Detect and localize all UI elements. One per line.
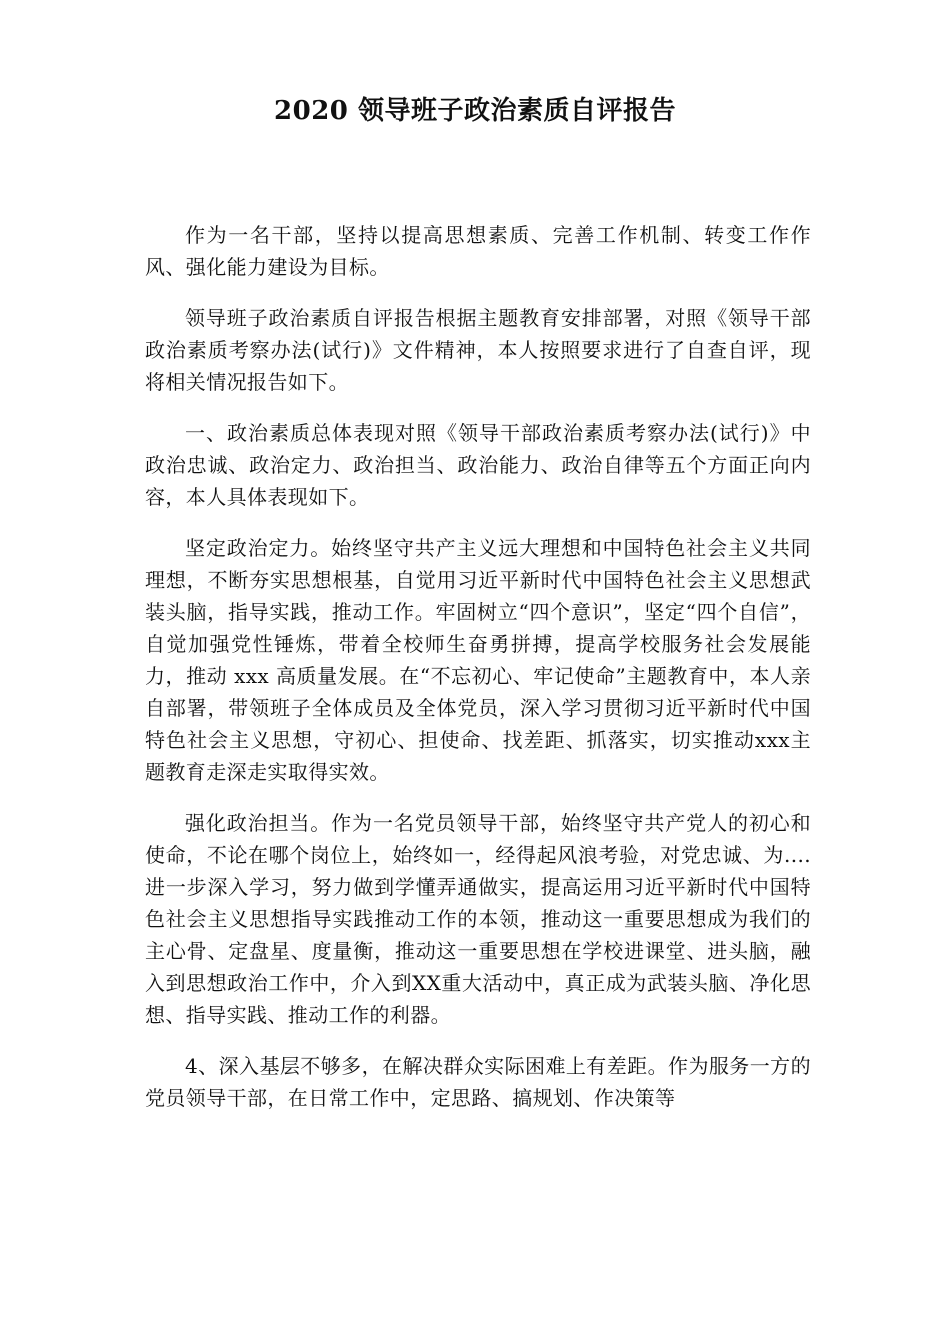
document-title: 2020 领导班子政治素质自评报告	[274, 96, 676, 126]
paragraph-6: 4、深入基层不够多，在解决群众实际困难上有差距。作为服务一方的党员领导干部，在日常工作中，定思路、搞规划、作决策等	[145, 1054, 811, 1110]
document-body	[145, 219, 811, 1133]
paragraph-3: 一、政治素质总体表现对照《领导干部政治素质考察办法(试行)》中政治忠诚、政治定力、政治担当、政治能力、政治自律等五个方面正向内容，本人具体表现如下。	[145, 421, 811, 509]
paragraph-1: 作为一名干部，坚持以提高思想素质、完善工作机制、转变工作作风、强化能力建设为目标。	[145, 223, 811, 279]
paragraph-4: 坚定政治定力。始终坚守共产主义远大理想和中国特色社会主义共同理想，不断夯实思想根基，自觉用习近平新时代中国特色社会主义思想武装头脑，指导实践，推动工作。牢固树立“四个意识”，坚定“四个自信”，自觉加强党性锤炼，带着全校师生奋勇拼搏，提高学校服务社会发展能力，推动 xxx 高质量发展。在“不忘初心、牢记使命”主题教育中，本人亲自部署，带领班子全体成员及全体党员，深入学习贯彻习近平新时代中国特色社会主义思想，守初心、担使命、找差距、抓落实，切实推动xxx主题教育走深走实取得实效。	[145, 536, 811, 784]
paragraph-5: 强化政治担当。作为一名党员领导干部，始终坚守共产党人的初心和使命，不论在哪个岗位上，始终如一，经得起风浪考验，对党忠诚、为....进一步深入学习，努力做到学懂弄通做实，提高运用习近平新时代中国特色社会主义思想指导实践推动工作的本领，推动这一重要思想成为我们的主心骨、定盘星、度量衡，推动这一重要思想在学校进课堂、进头脑，融入到思想政治工作中，介入到XX重大活动中，真正成为武装头脑、净化思想、指导实践、推动工作的利器。	[145, 811, 811, 1027]
paragraph-2: 领导班子政治素质自评报告根据主题教育安排部署，对照《领导干部政治素质考察办法(试行)》文件精神，本人按照要求进行了自查自评，现将相关情况报告如下。	[145, 306, 811, 394]
